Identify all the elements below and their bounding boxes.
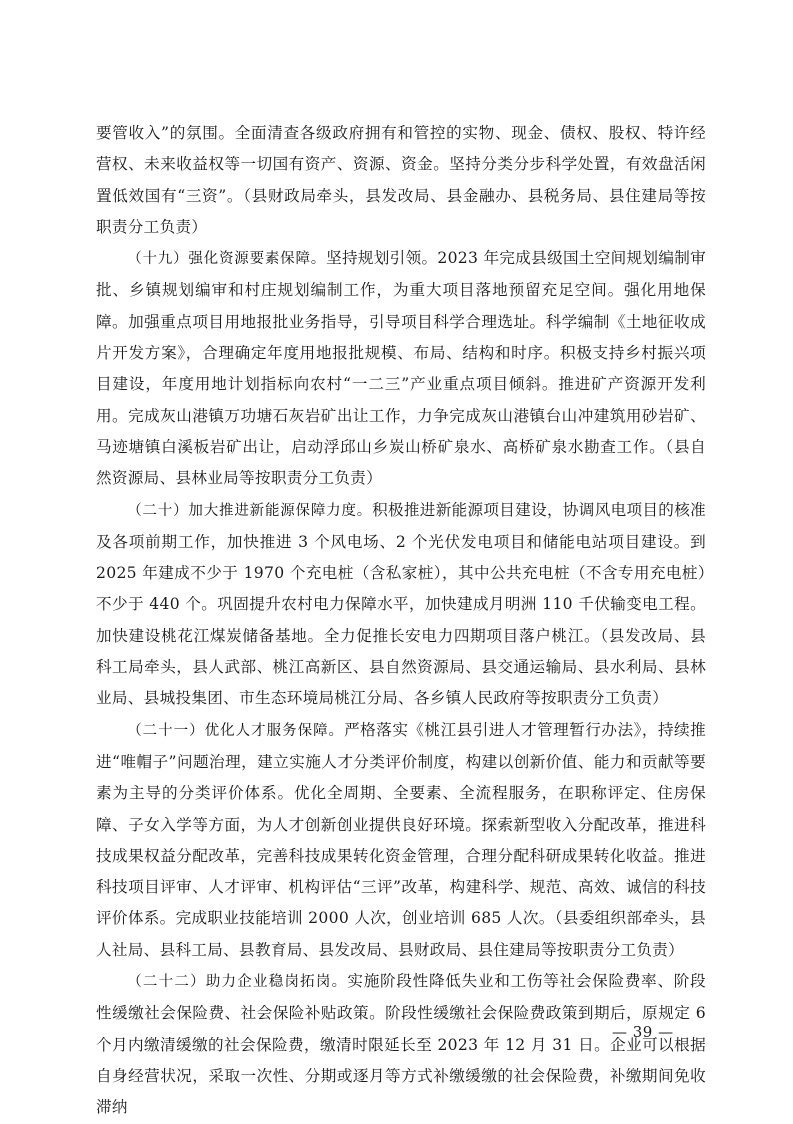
paragraph-text: 要管收入”的氛围。全面清查各级政府拥有和管控的实物、现金、债权、股权、特许经营权、未来收益权等一切国有资产、资源、资金。坚持分类分步科学处置，有效盘活闲置低效国有“三资”。（县财政局牵头，县发改局、县金融办、县税务局、县住建局等按职责分工负责） — [96, 124, 706, 236]
section-heading: （十九）强化资源要素保障。 — [127, 251, 327, 268]
paragraph-continuation — [96, 118, 706, 243]
paragraph-talent-service — [96, 715, 706, 966]
page-number: — 39 — — [612, 1023, 674, 1041]
paragraph-employment — [96, 966, 706, 1123]
paragraph-text: 实施阶段性降低失业和工伤等社会保险费率、阶段性缓缴社会保险费、社会保险补贴政策。阶段性缓缴社会保险费政策到期后，原规定 6 个月内缴清缓缴的社会保险费，缴清时限延长至 2023 年 12 月 31 日。企业可以根据自身经营状况，采取一次性、分期或逐月等方式补缴缓缴的社会保险费，补缴期间免收滞纳 — [96, 972, 707, 1117]
section-heading: （二十二）助力企业稳岗拓岗。 — [127, 974, 348, 991]
paragraph-text: 严格落实《桃江县引进人才管理暂行办法》，持续推进“唯帽子”问题治理，建立实施人才分类评价制度，构建以创新价值、能力和贡献等要素为主导的分类评价体系。优化全周期、全要素、全流程服务，在职称评定、住房保障、子女入学等方面，为人才创新创业提供良好环境。探索新型收入分配改革，推进科技成果权益分配改革，完善科技成果转化资金管理，合理分配科研成果转化收益。推进科技项目评审、人才评审、机构评估“三评”改革，构建科学、规范、高效、诚信的科技评价体系。完成职业技能培训 2000 人次，创业培训 685 人次。（县委组织部牵头，县人社局、县科工局、县教育局、县发改局、县财政局、县住建局等按职责分工负责） — [96, 720, 707, 959]
paragraph-new-energy — [96, 495, 706, 715]
paragraph-text: 坚持规划引领。2023 年完成县级国土空间规划编制审批、乡镇规划编审和村庄规划编制工作，为重大项目落地预留充足空间。强化用地保障。加强重点项目用地报批业务指导，引导项目科学合理选址。科学编制《土地征收成片开发方案》，合理确定年度用地报批规模、布局、结构和时序。积极支持乡村振兴项目建设，年度用地计划指标向农村“一二三”产业重点项目倾斜。推进矿产资源开发利用。完成灰山港镇万功塘石灰岩矿出让工作，力争完成灰山港镇台山冲建筑用砂岩矿、马迹塘镇白溪板岩矿出让，启动浮邱山乡炭山桥矿泉水、高桥矿泉水勘查工作。（县自然资源局、县林业局等按职责分工负责） — [96, 249, 707, 488]
paragraph-resource-guarantee — [96, 243, 706, 494]
section-heading: （二十）加大推进新能源保障力度。 — [127, 502, 373, 519]
document-body — [96, 118, 706, 1124]
paragraph-text: 积极推进新能源项目建设，协调风电项目的核准及各项前期工作，加快推进 3 个风电场、2 个光伏发电项目和储能电站项目建设。到 2025 年建成不少于 1970 个充电桩（含私家桩），其中公共充电桩（不含专用充电桩）不少于 440 个。巩固提升农村电力保障水平，加快建成月明洲 110 千伏输变电工程。加快建设桃花江煤炭储备基地。全力促推长安电力四期项目落户桃江。（县发改局、县科工局牵头，县人武部、桃江高新区、县自然资源局、县交通运输局、县水利局、县林业局、县城投集团、市生态环境局桃江分局、各乡镇人民政府等按职责分工负责） — [96, 500, 706, 708]
section-heading: （二十一）优化人才服务保障。 — [127, 722, 345, 739]
